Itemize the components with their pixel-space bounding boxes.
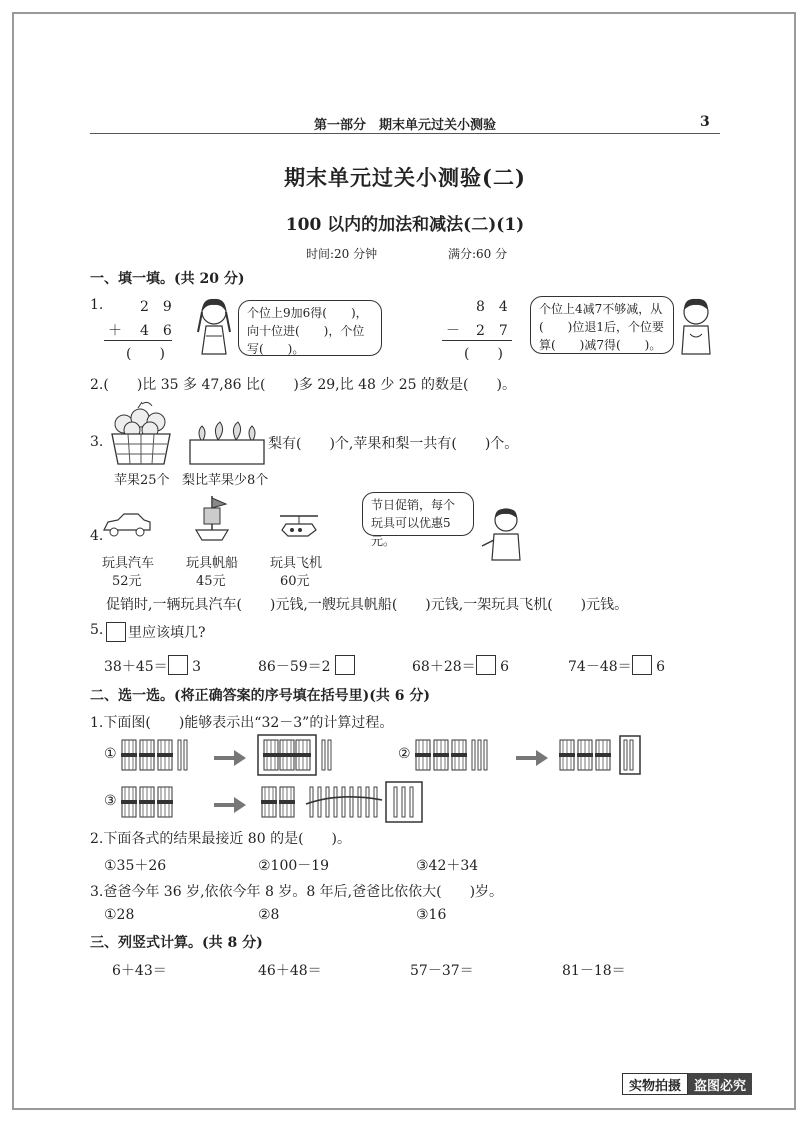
q1-right-top: 8 4: [476, 299, 508, 315]
q3-number: 3.: [90, 434, 104, 450]
toy-sailboat-icon: [194, 494, 230, 542]
q5-item-4-box[interactable]: [632, 655, 652, 675]
boy-icon: [676, 296, 716, 356]
q5-box-sample: [106, 622, 126, 642]
q5-item-3-left: 68＋28＝: [412, 659, 476, 675]
q1-right-bubble: 个位上4减7不够减，从( )位退1后，个位要算( )减7得( )。: [530, 296, 674, 354]
toy-car-icon: [102, 514, 152, 538]
q5-item-3: [412, 655, 509, 676]
apple-basket-icon: [108, 400, 178, 466]
calc-1: 6＋43＝: [112, 963, 167, 979]
full-score: 满分:60 分: [448, 247, 508, 261]
calc-2: 46＋48＝: [258, 963, 322, 979]
part2-heading: 二、选一选。(将正确答案的序号填在括号里)(共 6 分): [90, 688, 430, 704]
p2-q3-option-2[interactable]: ②8: [258, 907, 280, 923]
q5-item-4-right: 6: [656, 659, 666, 675]
pear-basket-icon: [188, 420, 266, 466]
q1-left-answer[interactable]: ( ): [126, 346, 165, 362]
calc-4: 81－18＝: [562, 963, 626, 979]
car-price: 52元: [112, 574, 142, 589]
q1-right-op: －: [446, 323, 460, 339]
time-limit: 时间:20 分钟: [306, 247, 378, 261]
q1-right-bottom: 2 7: [476, 323, 508, 339]
page-number: 3: [700, 114, 710, 130]
running-header: 第一部分 期末单元过关小测验: [313, 118, 496, 133]
apple-label: 苹果25个: [114, 473, 170, 488]
option-1-label: ①: [104, 746, 117, 762]
q1-left-op: ＋: [108, 323, 122, 339]
pear-label: 梨比苹果少8个: [182, 473, 269, 488]
page-title: 期末单元过关小测验(二): [284, 165, 526, 190]
p2-q2-option-2[interactable]: ②100－19: [258, 858, 330, 874]
q5-text: 里应该填几?: [128, 625, 206, 641]
q5-item-1: [104, 655, 201, 676]
q5-item-3-right: 6: [500, 659, 510, 675]
q1-left-bottom: 4 6: [140, 323, 172, 339]
option-3-label: ③: [104, 793, 117, 809]
q4-number: 4.: [90, 528, 104, 544]
q1-left-bubble: 个位上9加6得( )，向十位进( )，个位写( )。: [238, 300, 382, 356]
q2-text: 2.( )比 35 多 47,86 比( )多 29,比 48 少 25 的数是( )。: [90, 377, 516, 393]
q4-bubble: 节日促销，每个玩具可以优惠5元。: [362, 492, 474, 536]
q5-item-3-box[interactable]: [476, 655, 496, 675]
q1-right-bar: [442, 340, 512, 341]
girl-icon: [192, 296, 236, 358]
boat-price: 45元: [196, 574, 226, 589]
part3-heading: 三、列竖式计算。(共 8 分): [90, 935, 263, 951]
p2-q3-option-3[interactable]: ③16: [416, 907, 447, 923]
watermark-stamp: [622, 1073, 752, 1095]
q5-item-1-box[interactable]: [168, 655, 188, 675]
q1-left-bar: [104, 340, 172, 341]
q5-item-2-left: 86－59＝2: [258, 659, 331, 675]
q4-text: 促销时,一辆玩具汽车( )元钱,一艘玩具帆船( )元钱,一架玩具飞机( )元钱。: [106, 597, 629, 613]
stamp-right: 盗图必究: [688, 1073, 752, 1095]
part1-heading: 一、填一填。(共 20 分): [90, 271, 245, 287]
q1-right-answer[interactable]: ( ): [464, 346, 503, 362]
q5-item-4: [568, 655, 665, 676]
q5-item-4-left: 74－48＝: [568, 659, 632, 675]
boy-shopkeeper-icon: [480, 506, 526, 562]
q5-item-2-box[interactable]: [335, 655, 355, 675]
p2-q3-option-1[interactable]: ①28: [104, 907, 135, 923]
q5-number: 5.: [90, 622, 104, 638]
q3-text: 梨有( )个,苹果和梨一共有( )个。: [268, 436, 519, 452]
stamp-left: 实物拍摄: [622, 1073, 688, 1095]
option-2-label: ②: [398, 746, 411, 762]
toy-plane-icon: [278, 512, 322, 542]
q1-left-top: 2 9: [140, 299, 172, 315]
page-subtitle: 100 以内的加法和减法(二)(1): [285, 215, 525, 235]
calc-3: 57－37＝: [410, 963, 474, 979]
p2-q2-option-3[interactable]: ③42＋34: [416, 858, 479, 874]
q5-item-1-left: 38＋45＝: [104, 659, 168, 675]
p2-q2-option-1[interactable]: ①35＋26: [104, 858, 167, 874]
q5-item-1-right: 3: [192, 659, 202, 675]
p2-q2-text: 2.下面各式的结果最接近 80 的是( )。: [90, 831, 351, 847]
plane-name: 玩具飞机: [270, 556, 323, 571]
car-name: 玩具汽车: [102, 556, 155, 571]
stick-bundles-diagram: [0, 730, 700, 820]
boat-name: 玩具帆船: [186, 556, 239, 571]
plane-price: 60元: [280, 574, 310, 589]
q5-item-2: [258, 655, 355, 676]
header-rule: [90, 133, 720, 134]
p2-q1-text: 1.下面图( )能够表示出“32－3”的计算过程。: [90, 715, 394, 731]
p2-q3-text: 3.爸爸今年 36 岁,依依今年 8 岁。8 年后,爸爸比依依大( )岁。: [90, 884, 504, 900]
q1-number: 1.: [90, 297, 104, 313]
